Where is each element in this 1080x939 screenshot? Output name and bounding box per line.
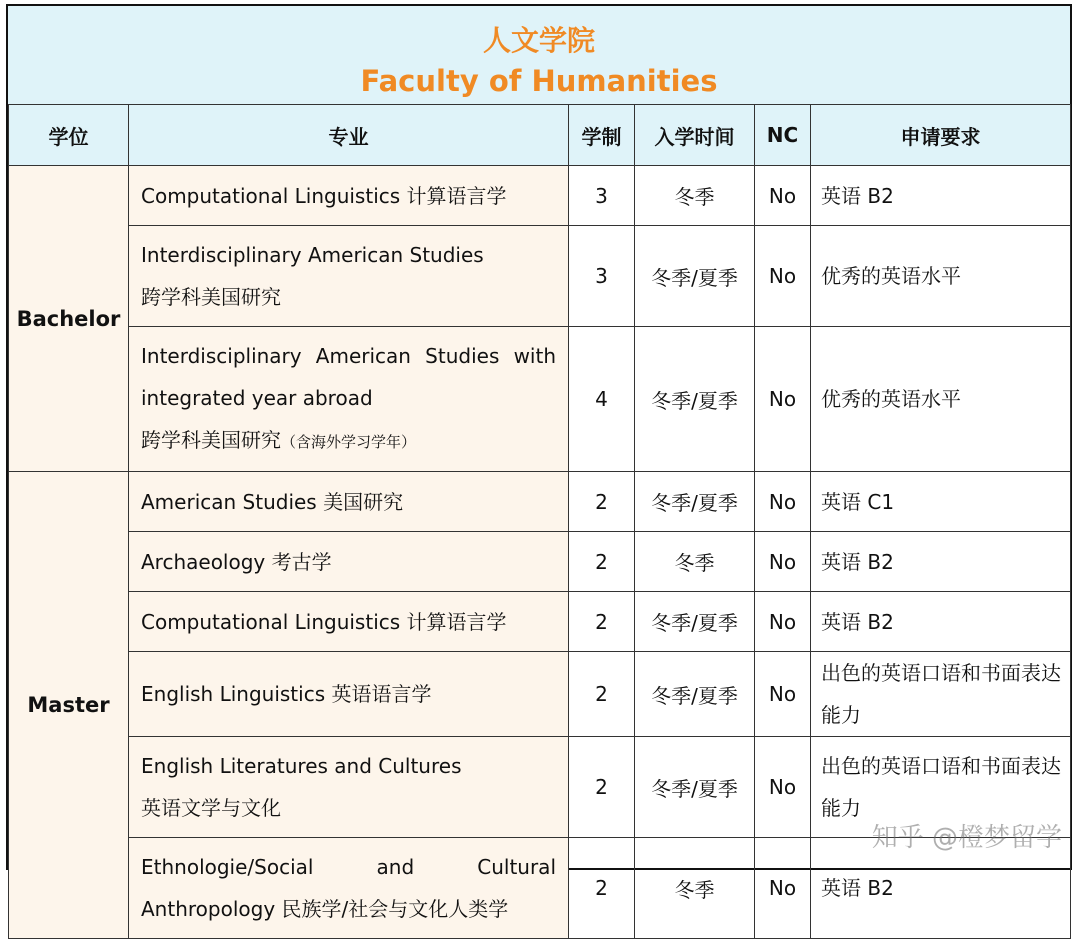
- table-row: [9, 472, 1071, 532]
- table-row: [9, 166, 1071, 226]
- table-row: [9, 226, 1071, 327]
- degree-bachelor: Bachelor: [9, 166, 129, 472]
- header-requirements: 申请要求: [811, 105, 1071, 166]
- requirements-cell: 英语 C1: [811, 472, 1071, 532]
- requirements-cell: 英语 B2: [811, 532, 1071, 592]
- table-row: [9, 652, 1071, 737]
- title-chinese: 人文学院: [8, 24, 1070, 58]
- duration-cell: 3: [569, 166, 635, 226]
- duration-cell: 2: [569, 472, 635, 532]
- program-cell: Computational Linguistics 计算语言学: [129, 592, 569, 652]
- intake-cell: 冬季/夏季: [635, 327, 755, 472]
- program-line: Anthropology 民族学/社会与文化人类学: [141, 888, 556, 930]
- intake-cell: 冬季/夏季: [635, 472, 755, 532]
- nc-cell: No: [755, 327, 811, 472]
- duration-cell: 2: [569, 737, 635, 838]
- nc-cell: No: [755, 472, 811, 532]
- degree-master: Master: [9, 472, 129, 939]
- requirements-cell: 优秀的英语水平: [811, 226, 1071, 327]
- nc-cell: No: [755, 532, 811, 592]
- intake-cell: 冬季/夏季: [635, 226, 755, 327]
- table-row: [9, 838, 1071, 939]
- program-cell: Archaeology 考古学: [129, 532, 569, 592]
- programs-table: [8, 104, 1071, 939]
- nc-cell: No: [755, 166, 811, 226]
- program-cell: Computational Linguistics 计算语言学: [129, 166, 569, 226]
- program-line: 跨学科美国研究: [141, 276, 556, 318]
- duration-cell: 2: [569, 652, 635, 737]
- table-row: [9, 592, 1071, 652]
- program-line-cn: 跨学科美国研究: [141, 428, 281, 452]
- duration-cell: 2: [569, 838, 635, 939]
- duration-cell: 2: [569, 592, 635, 652]
- duration-cell: 4: [569, 327, 635, 472]
- program-cell: [129, 737, 569, 838]
- requirements-cell: 英语 B2: [811, 838, 1071, 939]
- watermark: 知乎 @橙梦留学: [872, 817, 1062, 854]
- table-row: [9, 327, 1071, 472]
- program-cell: [129, 327, 569, 472]
- program-line: Interdisciplinary American Studies: [141, 234, 556, 276]
- nc-cell: No: [755, 592, 811, 652]
- intake-cell: 冬季/夏季: [635, 652, 755, 737]
- requirements-cell: 出色的英语口语和书面表达能力: [811, 737, 1071, 838]
- header-degree: 学位: [9, 105, 129, 166]
- duration-cell: 3: [569, 226, 635, 327]
- program-cell: [129, 226, 569, 327]
- header-program: 专业: [129, 105, 569, 166]
- title-block: [8, 6, 1070, 105]
- header-row: [9, 105, 1071, 166]
- program-cell: American Studies 美国研究: [129, 472, 569, 532]
- program-line: [141, 419, 556, 463]
- requirements-cell: 优秀的英语水平: [811, 327, 1071, 472]
- requirements-cell: 英语 B2: [811, 166, 1071, 226]
- intake-cell: 冬季: [635, 532, 755, 592]
- program-line: Ethnologie/Social and Cultural: [141, 846, 556, 888]
- program-cell: English Linguistics 英语语言学: [129, 652, 569, 737]
- nc-cell: No: [755, 226, 811, 327]
- nc-cell: No: [755, 737, 811, 838]
- table-row: [9, 737, 1071, 838]
- header-duration: 学制: [569, 105, 635, 166]
- requirements-cell: 英语 B2: [811, 592, 1071, 652]
- program-line: Interdisciplinary American Studies with: [141, 335, 556, 377]
- duration-cell: 2: [569, 532, 635, 592]
- header-intake: 入学时间: [635, 105, 755, 166]
- header-nc: NC: [755, 105, 811, 166]
- program-note: （含海外学习学年）: [281, 433, 416, 451]
- intake-cell: 冬季/夏季: [635, 592, 755, 652]
- program-line: English Literatures and Cultures: [141, 745, 556, 787]
- intake-cell: 冬季: [635, 166, 755, 226]
- intake-cell: 冬季: [635, 838, 755, 939]
- requirements-cell: 出色的英语口语和书面表达能力: [811, 652, 1071, 737]
- nc-cell: No: [755, 652, 811, 737]
- table-row: [9, 532, 1071, 592]
- program-cell: [129, 838, 569, 939]
- intake-cell: 冬季/夏季: [635, 737, 755, 838]
- program-line: 英语文学与文化: [141, 787, 556, 829]
- table-frame: [6, 4, 1072, 870]
- nc-cell: No: [755, 838, 811, 939]
- title-english: Faculty of Humanities: [8, 64, 1070, 98]
- program-line: integrated year abroad: [141, 377, 556, 419]
